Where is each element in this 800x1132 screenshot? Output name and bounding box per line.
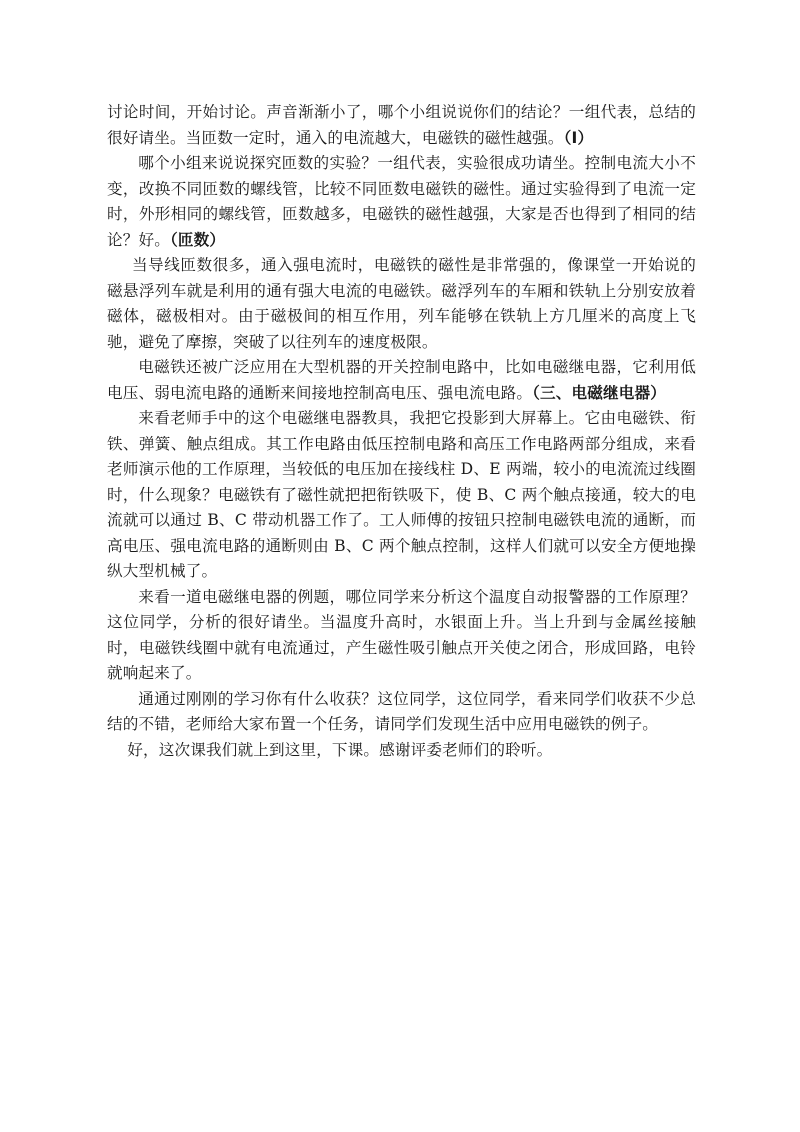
paragraph-relay-intro [107, 355, 696, 406]
bold-heading-relay: （三、电磁继电器） [532, 383, 666, 402]
paragraph-text: 电磁铁还被广泛应用在大型机器的开关控制电路中，比如电磁继电器，它利用低电压、弱电流电路的通断来间接地控制高电压、强电流电路。 [107, 358, 696, 402]
paragraph-text: 来看一道电磁继电器的例题，哪位同学来分析这个温度自动报警器的工作原理？这位同学，分析的很好请坐。当温度升高时，水银面上升。当上升到与金属丝接触时，电磁铁线圈中就有电流通过，产生磁性吸引触点开关使之闭合，形成回路，电铃就响起来了。 [107, 587, 696, 682]
bold-note-current: （I） [563, 128, 594, 147]
paragraph-text: 好，这次课我们就上到这里，下课。感谢评委老师们的聆听。 [127, 740, 553, 759]
paragraph-maglev-train [107, 253, 696, 355]
paragraph-text: 来看老师手中的这个电磁继电器教具，我把它投影到大屏幕上。它由电磁铁、衔铁、弹簧、触点组成。其工作电路由低压控制电路和高压工作电路两部分组成，来看老师演示他的工作原理，当较低的电压加在接线柱 D、E 两端，较小的电流流过线圈时，什么现象？电磁铁有了磁性就把把衔铁吸下，使 B、C 两个触点接通，较大的电流就可以通过 B、C 带动机器工作了。工人师傅的按钮只控制电磁铁电流的通断，而高电压、强电流电路的通断则由 B、C 两个触点控制，这样人们就可以安全方便地操纵大型机械了。 [107, 409, 696, 580]
paragraph-turns-experiment [107, 151, 696, 253]
paragraph-text: 当导线匝数很多，通入强电流时，电磁铁的磁性是非常强的，像课堂一开始说的磁悬浮列车就是利用的通有强大电流的电磁铁。磁浮列车的车厢和铁轨上分别安放着磁体，磁极相对。由于磁极间的相互作用，列车能够在铁轨上方几厘米的高度上飞驰，避免了摩擦，突破了以往列车的速度极限。 [107, 256, 696, 351]
paragraph-discussion-result [107, 100, 696, 151]
paragraph-text: 讨论时间，开始讨论。声音渐渐小了，哪个小组说说你们的结论？一组代表，总结的很好请坐。当匝数一定时，通入的电流越大，电磁铁的磁性越强。 [107, 103, 696, 147]
bold-note-turns: （匝数） [169, 230, 226, 249]
paragraph-text: 哪个小组来说说探究匝数的实验？一组代表，实验很成功请坐。控制电流大小不变，改换不同匝数的螺线管，比较不同匝数电磁铁的磁性。通过实验得到了电流一定时，外形相同的螺线管，匝数越多，电磁铁的磁性越强，大家是否也得到了相同的结论？好。 [107, 154, 696, 249]
paragraph-relay-demo [107, 406, 696, 585]
paragraph-text: 通通过刚刚的学习你有什么收获？这位同学，这位同学，看来同学们收获不少总结的不错，老师给大家布置一个任务，请同学们发现生活中应用电磁铁的例子。 [107, 689, 696, 733]
paragraph-summary [107, 687, 696, 738]
paragraph-closing [107, 738, 696, 764]
paragraph-relay-example [107, 585, 696, 687]
